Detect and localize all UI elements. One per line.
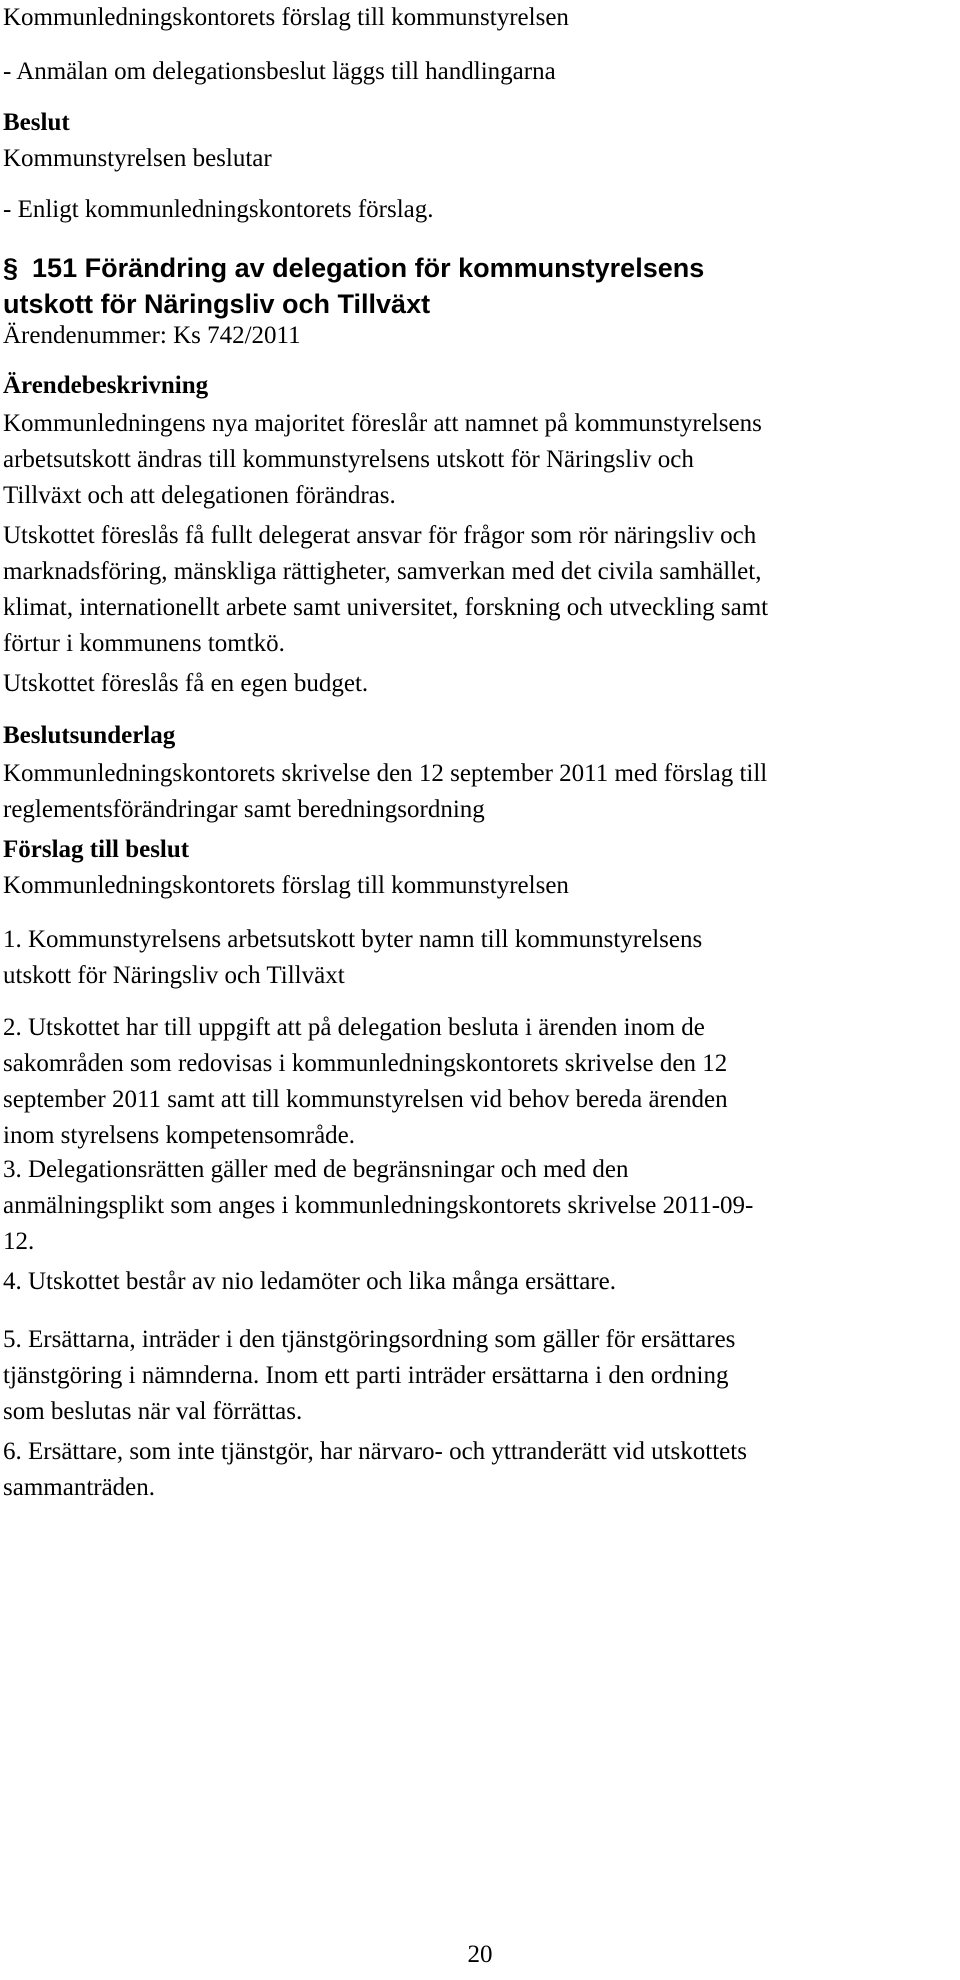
text-line: 3. Delegationsrätten gäller med de begränsningar och med den: [3, 1156, 629, 1183]
decision-item-2: [3, 1010, 943, 1154]
text-line: anmälningsplikt som anges i kommunledningskontorets skrivelse 2011-09-: [3, 1192, 754, 1219]
basis-heading: Beslutsunderlag: [3, 722, 176, 749]
text-line: Kommunledningskontorets skrivelse den 12 september 2011 med förslag till: [3, 760, 768, 787]
text-line: marknadsföring, mänskliga rättigheter, samverkan med det civila samhället,: [3, 558, 762, 585]
text-line: 4. Utskottet består av nio ledamöter och lika många ersättare.: [3, 1268, 616, 1295]
decision-item-3: [3, 1152, 943, 1260]
text-line: 6. Ersättare, som inte tjänstgör, har närvaro- och yttranderätt vid utskottets: [3, 1438, 747, 1465]
section-title-line-2: utskott för Näringsliv och Tillväxt: [3, 289, 431, 319]
decision-text: Kommunstyrelsen beslutar: [3, 145, 272, 172]
description-heading: Ärendebeskrivning: [3, 372, 209, 399]
text-line: Utskottet föreslås få fullt delegerat ansvar för frågor som rör näringsliv och: [3, 522, 757, 549]
text-line: arbetsutskott ändras till kommunstyrelsens utskott för Näringsliv och: [3, 446, 694, 473]
section-mark: §: [3, 253, 19, 283]
basis-text: [3, 756, 943, 828]
section-number: 151: [32, 253, 78, 283]
text-line: utskott för Näringsliv och Tillväxt: [3, 962, 345, 989]
decision-item-6: [3, 1434, 943, 1506]
proposal-heading: Kommunledningskontorets förslag till kommunstyrelsen: [3, 4, 569, 31]
text-line: Tillväxt och att delegationen förändras.: [3, 482, 396, 509]
proposal-decision-heading: Förslag till beslut: [3, 836, 190, 863]
decision-item-1: [3, 922, 943, 994]
case-number: Ärendenummer: Ks 742/2011: [3, 322, 301, 349]
text-line: som beslutas när val förrättas.: [3, 1398, 303, 1425]
text-line: 12.: [3, 1228, 35, 1255]
page-number: 20: [467, 1941, 493, 1968]
proposal-decision-subheading: Kommunledningskontorets förslag till kommunstyrelsen: [3, 872, 569, 899]
decision-heading: Beslut: [3, 109, 70, 136]
proposal-item: - Anmälan om delegationsbeslut läggs till handlingarna: [3, 58, 556, 85]
section-title-text: Förändring av delegation för kommunstyrelsens: [84, 253, 705, 283]
section-title-line-1: [3, 250, 943, 286]
text-line: sammanträden.: [3, 1474, 156, 1501]
decision-item-5: [3, 1322, 943, 1430]
description-paragraph-2: [3, 518, 943, 662]
text-line: tjänstgöring i nämnderna. Inom ett parti inträder ersättarna i den ordning: [3, 1362, 729, 1389]
description-paragraph-3: Utskottet föreslås få en egen budget.: [3, 670, 369, 697]
section-title: [3, 250, 943, 322]
text-line: sakområden som redovisas i kommunledningskontorets skrivelse den 12: [3, 1050, 728, 1077]
text-line: förtur i kommunens tomtkö.: [3, 630, 285, 657]
text-line: klimat, internationellt arbete samt universitet, forskning och utveckling samt: [3, 594, 769, 621]
text-line: 2. Utskottet har till uppgift att på delegation besluta i ärenden inom de: [3, 1014, 705, 1041]
text-line: inom styrelsens kompetensområde.: [3, 1122, 356, 1149]
text-line: reglementsförändringar samt beredningsordning: [3, 796, 485, 823]
decision-item-4: [3, 1264, 943, 1300]
text-line: Kommunledningens nya majoritet föreslår att namnet på kommunstyrelsens: [3, 410, 762, 437]
description-paragraph-1: [3, 406, 943, 514]
text-line: 5. Ersättarna, inträder i den tjänstgöringsordning som gäller för ersättares: [3, 1326, 736, 1353]
text-line: 1. Kommunstyrelsens arbetsutskott byter namn till kommunstyrelsens: [3, 926, 703, 953]
decision-item: - Enligt kommunledningskontorets förslag.: [3, 196, 434, 223]
text-line: september 2011 samt att till kommunstyrelsen vid behov bereda ärenden: [3, 1086, 728, 1113]
